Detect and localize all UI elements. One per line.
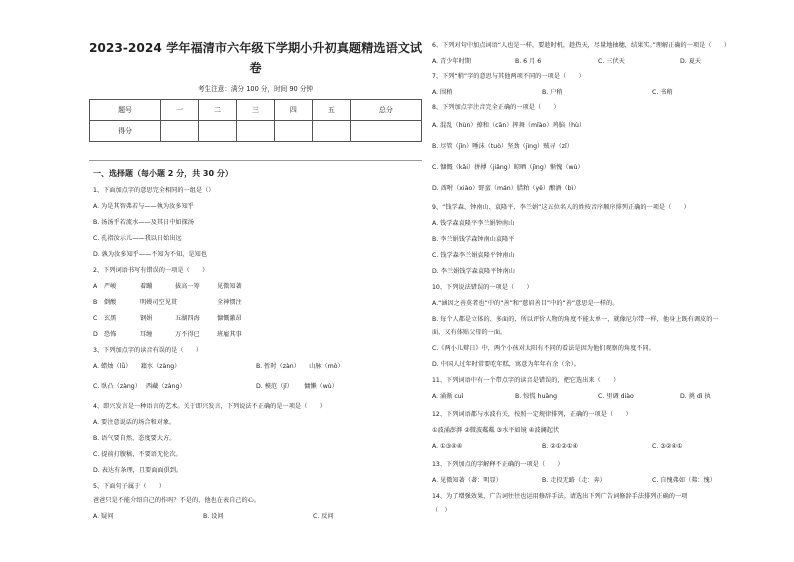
question-4: 4、即兴发言是一种语言的艺术。关于即兴发言，下列说法不正确的是一项是（ ） [93,403,326,410]
q2-word: 严峻 [104,283,117,290]
q5-option-b: B. 设问 [203,513,224,520]
q2-word: 耳缠 [140,331,153,338]
question-10: 10、下列说法错误的一项是（ ） [432,284,533,291]
q8-option-b: B. 尽管（jǐn）唾沫（tuò）坚劲（jìng）贼寻（zǐ） [432,143,573,150]
section-divider [89,160,422,161]
q2-letter: D [93,331,98,338]
question-8: 8、下列加点字注音完全正确的一项是（ ） [432,104,560,111]
q10-option-b-cont: 面，又有体贴父母的一面。 [432,329,507,336]
q2-word: 五湖四海 [175,315,200,322]
q7-option-a: A. 围稍 [432,89,453,96]
q12-option-c: C. ③②④① [652,443,683,450]
q1-option-a: A. 为是其智弗若与——執为汝多知乎 [93,203,194,210]
score-table-header-row [90,100,422,121]
score-table-cell: 四 [274,100,312,121]
q11-option-b: B. 惊慌 huāng [515,393,558,400]
q2-word: 慷慨激昂 [217,315,242,322]
q13-option-b: B. 走投无路（走：奔） [542,477,606,484]
q9-option-a: A. 钱学森袁隆平李兰娟钟南山 [432,220,515,227]
q11-option-d: D. 挑 dì 执 [680,393,711,400]
section-heading: 一、选择题（每小题 2 分，共 30 分） [93,169,233,178]
q2-word: 明嫚司空见贯 [140,299,178,306]
q6-option-b: B. 6 月 6 [515,58,542,65]
q2-word: 全神惯注 [217,299,242,306]
question-11: 11、下列词语中有一个带点字的读音是错误的，把它选出来（ ） [432,377,620,384]
score-blank [237,121,275,142]
q2-word: 班雇其事 [217,331,242,338]
score-blank [274,121,312,142]
q2-word: 拔高一筹 [175,283,200,290]
score-table-cell: 总分 [350,100,421,121]
q13-option-c: C. 自愧弗如（弗：愧） [652,477,716,484]
q12-option-b: B. ②①②①④ [542,443,578,450]
q3-option-a: A. 蜡烛（lǚ） 籍水（zàng） [93,363,181,370]
score-blank [350,121,421,142]
q10-option-d: D. 中国人过年时常要吃年糕，寓意为年年有余（余）。 [432,361,580,368]
q2-letter: B [93,299,98,306]
q10-option-c: C.《两小儿辩日》中，两个小孩对太阳有不同的看法是因为他们观察的角度不同。 [432,345,655,352]
question-13: 13、下列加点的字解释不正确的一项是（ ） [432,461,564,468]
question-14: 14、为了增强效果，广告词往往也运用修辞手法。请选出下列广告词修辞手法排列正确的一项 [432,493,688,500]
q11-option-a: A. 涌渐 cuì [432,393,464,400]
score-blank [199,121,237,142]
question-1: 1、下面加点字的意思完全相同的一组是（） [93,187,215,194]
q4-option-d: D. 表达有条理，且要面面俱到。 [93,467,183,474]
q2-letter: A [93,283,98,290]
score-label: 得分 [90,121,161,142]
q7-option-b: B. 户稍 [542,89,563,96]
q2-word: 恐怖 [104,331,117,338]
q9-option-c: C. 钱学森李兰娟袁隆平钟南山 [432,252,515,259]
q3-option-d: D. 模范（jǐ） 慵懒（wù） [256,383,338,390]
score-blank [312,121,350,142]
q1-option-d: D. 孰为汝多知乎——不知为不知，是知也 [93,251,207,258]
score-blank [161,121,199,142]
q6-option-d: D. 夏天 [680,58,702,65]
q1-option-b: B. 汤汤乎若流水——及其日中如探汤 [93,219,194,226]
score-table-score-row [90,121,422,142]
q14-answer-blank: （ ） [432,507,451,514]
q2-word: 玄黑 [104,315,117,322]
question-6: 6、下列对句中加点词语“人也是一样，要趁时机，趁热天，尽量地抽穗，结果实。”理解正确的一项是（ ） [432,42,731,49]
exam-title-line2: 卷 [249,61,262,75]
q10-option-b: B. 每个人都是立体的、多面的，所以评价人物的角度不能太单一，就像尼尔带一样，他身上既有调皮的一 [432,316,719,323]
score-table-cell: 一 [161,100,199,121]
q13-option-a: A. 见微知著（著：明显） [432,477,502,484]
q12-option-a: A. ①③④④ [432,443,463,450]
q2-word: 着蹦 [140,283,153,290]
question-12: 12、下列词语都与水波有关，按照一定规律排列，正确的一项是（ ） [432,411,632,418]
q2-word: 倒酸 [104,299,117,306]
exam-title [88,38,423,78]
q8-option-a: A. 混乱（hùn）撩和（cān）挥舞（mǐào）鸡脑（hù） [432,122,586,129]
score-table-cell: 二 [199,100,237,121]
question-7: 7、下列“稍”字的意思与其他两项不同的一项是（ ） [432,73,585,80]
q3-option-b: B. 暂时（zàn） 山脉（mò） [256,363,344,370]
q8-option-c: C. 慷慨（kǎi）拼搏（jiǎng）晾晒（jìng）惭愧（wù） [432,164,584,171]
q11-option-c: C. 里调 diào [598,393,634,400]
q9-option-b: B. 李兰娟钱学森钟南山袁隆平 [432,236,515,243]
q5-option-c: C. 反问 [313,513,334,520]
question-5: 5、下面句子属于（ ） [93,483,165,490]
score-table [89,99,422,142]
question-3: 3、下列加点字的读音有误的是（ ） [93,347,203,354]
score-table-cell: 三 [237,100,275,121]
q4-option-c: C. 提前打腹稿，不要语无伦次。 [93,451,182,458]
q2-letter: C [93,315,98,322]
q2-word: 钢娟 [140,315,153,322]
q4-option-a: A. 要注意说话的场合和对象。 [93,419,176,426]
score-table-cell: 题号 [90,100,161,121]
q3-option-c: C. 臥凸（zàng） 西藏（zàng） [93,383,186,390]
exam-title-line1: 2023-2024 学年福清市六年级下学期小升初真题精选语文试 [88,41,423,55]
q9-option-d: D. 李兰娟钱学森袁隆平钟南山 [432,268,515,275]
q10-option-a: A.“涵因之善莫者也”中的“善”和“慈眉善目”中的“善”意思是一样的。 [432,300,619,307]
exam-notice: 考生注意：满分 100 分，时间 90 分钟 [197,85,314,93]
q12-items: ①波涌澎湃 ②微波粼粼 ③水平如镜 ④波澜起伏 [432,427,560,434]
q8-option-d: D. 酋咐（xiào）野蛮（mán）腊粕（yě）酿酒（bì） [432,185,580,192]
question-2: 2、下列词语书写有错误的一项是（ ） [93,267,209,274]
q6-option-c: C. 三伏天 [598,58,625,65]
q2-word: 万不得已 [175,331,200,338]
q1-option-c: C. 孔指汝示儿——我以日始出远 [93,235,182,242]
q7-option-c: C. 书稍 [652,89,673,96]
score-table-cell: 五 [312,100,350,121]
q2-word: 见微知著 [217,283,242,290]
q5-sentence: 爸爸只是不能介绍自己的作吗？不是的，他也在表自己的心。 [93,497,261,504]
q6-option-a: A. 青少年时期 [432,58,471,65]
q5-option-a: A. 疑问 [93,513,114,520]
q4-option-b: B. 语气要自然，态度要大方。 [93,435,176,442]
question-9: 9、“钱学森、钟南山、袁隆平、李兰娟”这五位名人的姓按音序顺序排列正确的一项是（ ） [432,204,690,211]
